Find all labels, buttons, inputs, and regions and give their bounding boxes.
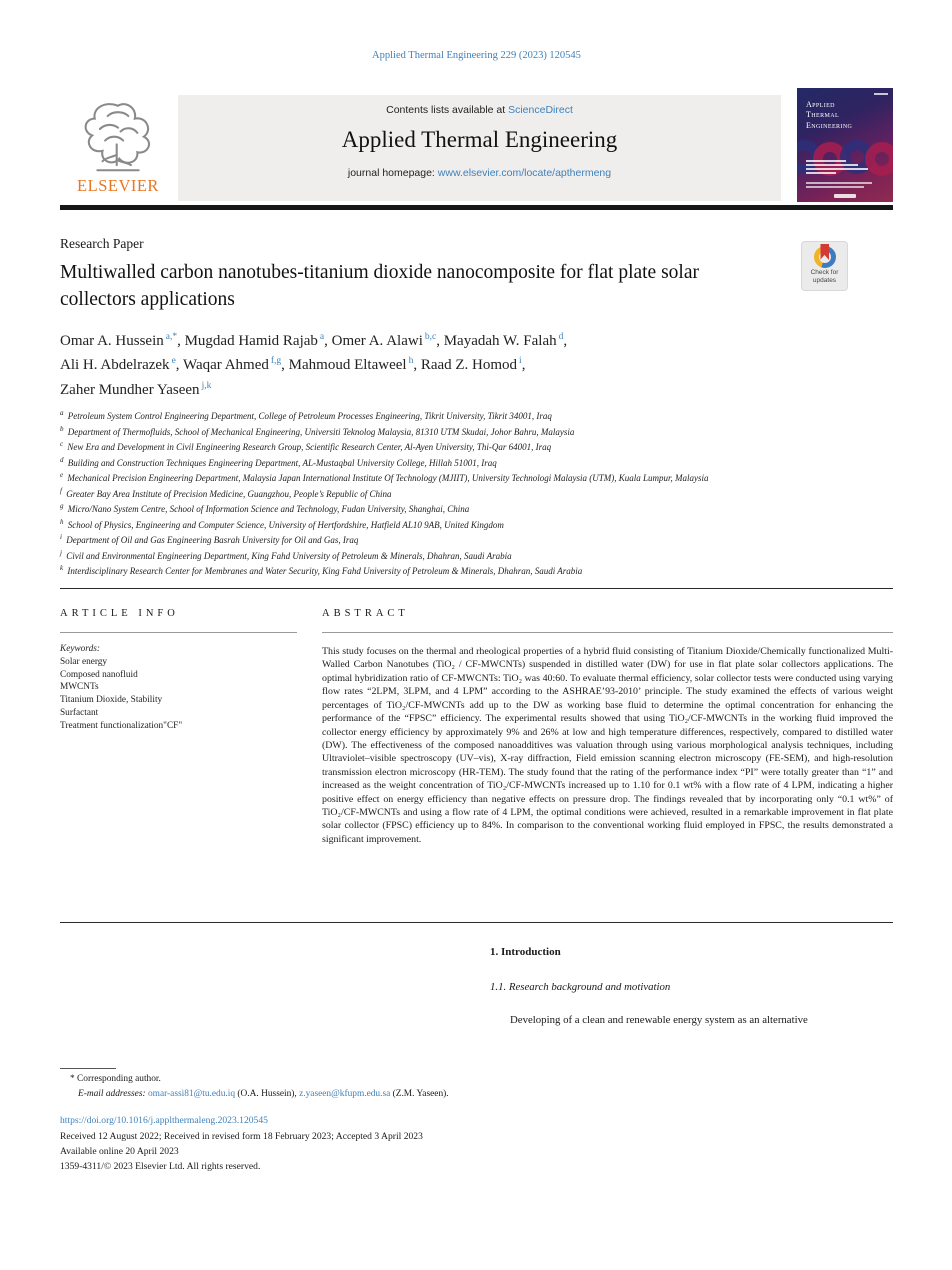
- affiliation-text: Department of Thermofluids, School of Mechanical Engineering, Universiti Teknolog Malaysia, 81310 UTM Skudai, Johor Bahru, Malaysia: [65, 426, 575, 437]
- journal-homepage-link[interactable]: www.elsevier.com/locate/apthermeng: [437, 167, 612, 179]
- affiliation-text: Interdisciplinary Research Center for Membranes and Water Security, King Fahd University of Petroleum & Minerals, Dhahran, Saudi Arabia: [65, 566, 583, 576]
- affiliation-item: [60, 501, 796, 517]
- homepage-line: [178, 167, 781, 179]
- keyword-item: Titanium Dioxide, Stability: [60, 695, 163, 706]
- email-owner-yaseen: (Z.M. Yaseen).: [390, 1089, 449, 1099]
- section-divider-bottom: [60, 922, 893, 923]
- email-link-yaseen[interactable]: z.yaseen@kfupm.edu.sa: [299, 1089, 391, 1099]
- corresponding-author-note: * Corresponding author.: [70, 1074, 161, 1084]
- section-divider-top: [60, 588, 893, 589]
- author-name: Mugdad Hamid Rajab: [184, 333, 318, 349]
- keyword-item: Solar energy: [60, 656, 108, 667]
- keyword-item: Composed nanofluid: [60, 669, 138, 680]
- author-name: Omar A. Hussein: [60, 333, 164, 349]
- subsection-heading: 1.1. Research background and motivation: [490, 981, 671, 993]
- contents-line: [178, 104, 781, 116]
- email-owner-hussein: (O.A. Hussein),: [235, 1089, 300, 1099]
- article-info-column: [60, 608, 297, 733]
- affiliation-label: j: [60, 548, 62, 557]
- cover-category-lines: [806, 182, 872, 190]
- affiliation-label: k: [60, 564, 64, 572]
- introduction-first-line: Developing of a clean and renewable energy system as an alternative: [510, 1014, 808, 1026]
- elsevier-wordmark: ELSEVIER: [77, 176, 159, 195]
- keyword-item: Treatment functionalization"CF": [60, 720, 183, 731]
- abstract-underline: [322, 632, 893, 633]
- author-affiliation-superscript: j,k: [201, 380, 212, 391]
- author-separator: ,: [281, 357, 289, 374]
- author-separator: ,: [177, 333, 185, 349]
- affiliation-text: Department of Oil and Gas Engineering Basrah University for Oil and Gas, Iraq: [63, 535, 359, 545]
- affiliation-item: [60, 439, 796, 455]
- author-name: Ali H. Abdelrazek: [60, 357, 170, 374]
- crossmark-label: [802, 269, 847, 285]
- journal-masthead: [178, 95, 781, 201]
- affiliation-text: Greater Bay Area Institute of Precision Medicine, Guangzhou, People’s Republic of China: [63, 488, 392, 499]
- affiliation-item: [60, 470, 796, 486]
- author-name: Waqar Ahmed: [183, 357, 269, 374]
- author-list: [60, 329, 800, 402]
- journal-citation: Applied Thermal Engineering 229 (2023) 120545: [372, 50, 581, 61]
- author-affiliation-superscript: d: [558, 332, 564, 342]
- affiliation-text: Petroleum System Control Engineering Department, College of Petroleum Processes Engineering, Tikrit University, Tikrit 34001, Iraq: [65, 411, 552, 421]
- affiliation-text: New Era and Development in Civil Engineering Research Group, Scientific Research Center, Al-Ayen University, Thi-Qar 64001, Iraq: [65, 442, 552, 452]
- affiliation-item: [60, 532, 796, 548]
- doi-link[interactable]: https://doi.org/10.1016/j.applthermaleng.2023.120545: [60, 1115, 268, 1126]
- keyword-item: MWCNTs: [60, 682, 99, 693]
- affiliation-item: [60, 424, 796, 440]
- affiliation-item: [60, 548, 796, 564]
- affiliation-label: g: [60, 502, 64, 510]
- author-separator: ,: [436, 333, 444, 349]
- keywords-block: [60, 643, 297, 733]
- affiliation-text: Micro/Nano System Centre, School of Information Science and Technology, Fudan University, Shanghai, China: [65, 504, 470, 514]
- author-affiliation-superscript: a: [319, 332, 325, 342]
- masthead-divider-bar: [60, 205, 893, 210]
- author-separator: ,: [413, 357, 421, 374]
- journal-title: Applied Thermal Engineering: [341, 127, 618, 152]
- author-affiliation-superscript: i: [519, 356, 522, 367]
- affiliation-item: [60, 408, 796, 424]
- author-name: Omer A. Alawi: [331, 333, 423, 349]
- author-separator: ,: [324, 333, 332, 349]
- email-link-hussein[interactable]: omar-assi81@tu.edu.iq: [147, 1089, 236, 1099]
- affiliation-list: [60, 408, 796, 579]
- affiliation-label: d: [60, 455, 64, 464]
- cover-title: [806, 100, 852, 131]
- affiliation-label: b: [60, 424, 64, 433]
- author-separator: ,: [521, 357, 526, 374]
- email-addresses-line: [78, 1089, 449, 1099]
- affiliation-label: h: [60, 517, 64, 526]
- email-label: E-mail addresses:: [78, 1089, 148, 1099]
- affiliation-item: [60, 517, 796, 533]
- keywords-label: Keywords:: [60, 644, 100, 654]
- author-affiliation-superscript: h: [408, 356, 414, 367]
- received-dates-line: Received 12 August 2022; Received in revised form 18 February 2023; Accepted 3 April 2023: [60, 1131, 423, 1142]
- author-affiliation-superscript: a,*: [165, 332, 178, 342]
- affiliation-label: i: [60, 533, 62, 541]
- keyword-item: Surfactant: [60, 708, 99, 719]
- author-affiliation-superscript: e: [171, 356, 176, 367]
- author-line: [60, 353, 800, 377]
- crossmark-circle-icon: [814, 246, 836, 268]
- article-type-label: Research Paper: [60, 236, 144, 251]
- author-line: [60, 329, 800, 353]
- cover-title-line: Engineering: [806, 120, 853, 130]
- section-heading-introduction: 1. Introduction: [490, 946, 561, 958]
- affiliation-label: e: [60, 471, 64, 479]
- author-name: Mahmoud Eltaweel: [288, 357, 407, 374]
- author-name: Mayadah W. Falah: [443, 333, 557, 349]
- author-affiliation-superscript: f,g: [270, 356, 282, 367]
- affiliation-label: a: [60, 409, 64, 417]
- cover-corner-text-bar: [874, 93, 888, 95]
- cover-title-line: Applied: [806, 100, 835, 109]
- affiliation-text: Building and Construction Techniques Engineering Department, AL-Mustaqbal University College, Hillah 51001, Iraq: [65, 457, 497, 468]
- author-affiliation-superscript: b,c: [424, 332, 437, 342]
- check-for-updates-badge[interactable]: [801, 241, 848, 291]
- cover-editor-lines: [806, 160, 868, 176]
- affiliation-text: Mechanical Precision Engineering Department, Malaysia Japan International Institute Of Technology (MJIIT), University Technologi Malaysia (UTM), Kuala Lumpur, Malaysia: [65, 473, 709, 483]
- author-line: [60, 378, 800, 402]
- article-info-underline: [60, 632, 297, 633]
- contents-prefix: Contents lists available at: [386, 104, 509, 116]
- affiliation-label: f: [60, 486, 62, 495]
- sciencedirect-link[interactable]: ScienceDirect: [508, 104, 573, 116]
- article-info-heading: ARTICLE INFO: [60, 608, 179, 619]
- abstract-heading: ABSTRACT: [322, 608, 409, 619]
- abstract-text: This study focuses on the thermal and rheological properties of a hybrid fluid consisting of Titanium Dioxide/Chemically functionalized Multi-Walled Carbon Nanotubes (TiO₂ / CF-MWCNTs) suspended in distilled water (DW) for use in flat plate solar collectors applications. The optimal hybridization ratio of CF-MWCNTs: TiO₂ was 40:60. To evaluate thermal efficiency, solar collector tests were conducted using varying flow rates “2LPM, 3LPM, and 4 LPM” according to the ASHRAE’93-2010’ principle. The study examined the effects of various weight percentages of TiO₂/CF-MWCNTs add up to the DW as working base fluid to determine the optimal concentration for enhancing the performance of the “FPSC” efficiency. The experimental results showed that using TiO₂/CF-MWCNTs in the working fluid improved the collector energy efficiency by approximately 9% and 26% at low and high temperature differences, respectively, compared to distilled water (DW). The effectiveness of the composed nanoadditives was valuation through using various morphological analysis techniques, including Ultraviolet–visible spectroscopy (UV–vis), X-ray diffraction, Field emission scanning electron microscopy (FE-SEM), and high-resolution transmission electron microscopy (HR-TEM). The study found that the rating of the performance index “PI” were totally greater than “1” and increased as the weight concentration of TiO₂/CF-MWCNTs increased up to 1.10 for 0.1 wt% with a flow rate of 4 LPM, indicating a higher positive effect on energy efficiency than negative effects on pressure drop. The findings revealed that by incorporating only “0.1 wt%” of TiO₂/CF-MWCNTs and using a flow rate of 4 LPM, the optimal conditions were achieved, resulted in a remarkable improvement in flat plate solar collector (FPSC) efficiency up to 84%. In comparison to the conventional working fluid employed in FPSC, the results demonstrated a significant improvement.: [322, 646, 893, 845]
- author-name: Raad Z. Homod: [420, 357, 518, 374]
- available-online-line: Available online 20 April 2023: [60, 1146, 179, 1157]
- affiliation-item: [60, 486, 796, 502]
- copyright-line: 1359-4311/© 2023 Elsevier Ltd. All rights reserved.: [60, 1161, 261, 1172]
- affiliation-text: Civil and Environmental Engineering Department, King Fahd University of Petroleum & Minerals, Dhahran, Saudi Arabia: [63, 550, 512, 561]
- affiliation-text: School of Physics, Engineering and Computer Science, University of Hertfordshire, Hatfield AL10 9AB, United Kingdom: [65, 519, 504, 530]
- crossmark-bookmark-icon: [820, 244, 829, 260]
- elsevier-logo: [60, 96, 176, 201]
- paper-title: Multiwalled carbon nanotubes-titanium dioxide nanocomposite for flat plate solar collectors applications: [60, 262, 699, 310]
- crossmark-label-line1: Check for: [810, 269, 839, 276]
- crossmark-label-line2: updates: [812, 277, 837, 285]
- cover-title-line: Thermal: [806, 110, 840, 120]
- footnote-rule: [60, 1068, 116, 1069]
- author-separator: ,: [563, 333, 568, 349]
- affiliation-item: [60, 455, 796, 471]
- affiliation-item: [60, 563, 796, 579]
- homepage-prefix: journal homepage:: [347, 167, 438, 179]
- journal-cover-thumbnail[interactable]: [797, 88, 893, 202]
- author-name: Zaher Mundher Yaseen: [60, 381, 200, 398]
- abstract-column: [322, 608, 893, 846]
- affiliation-label: c: [60, 440, 64, 448]
- cover-button-bar: [834, 194, 856, 198]
- author-separator: ,: [175, 357, 184, 374]
- elsevier-tree-icon: [79, 98, 157, 178]
